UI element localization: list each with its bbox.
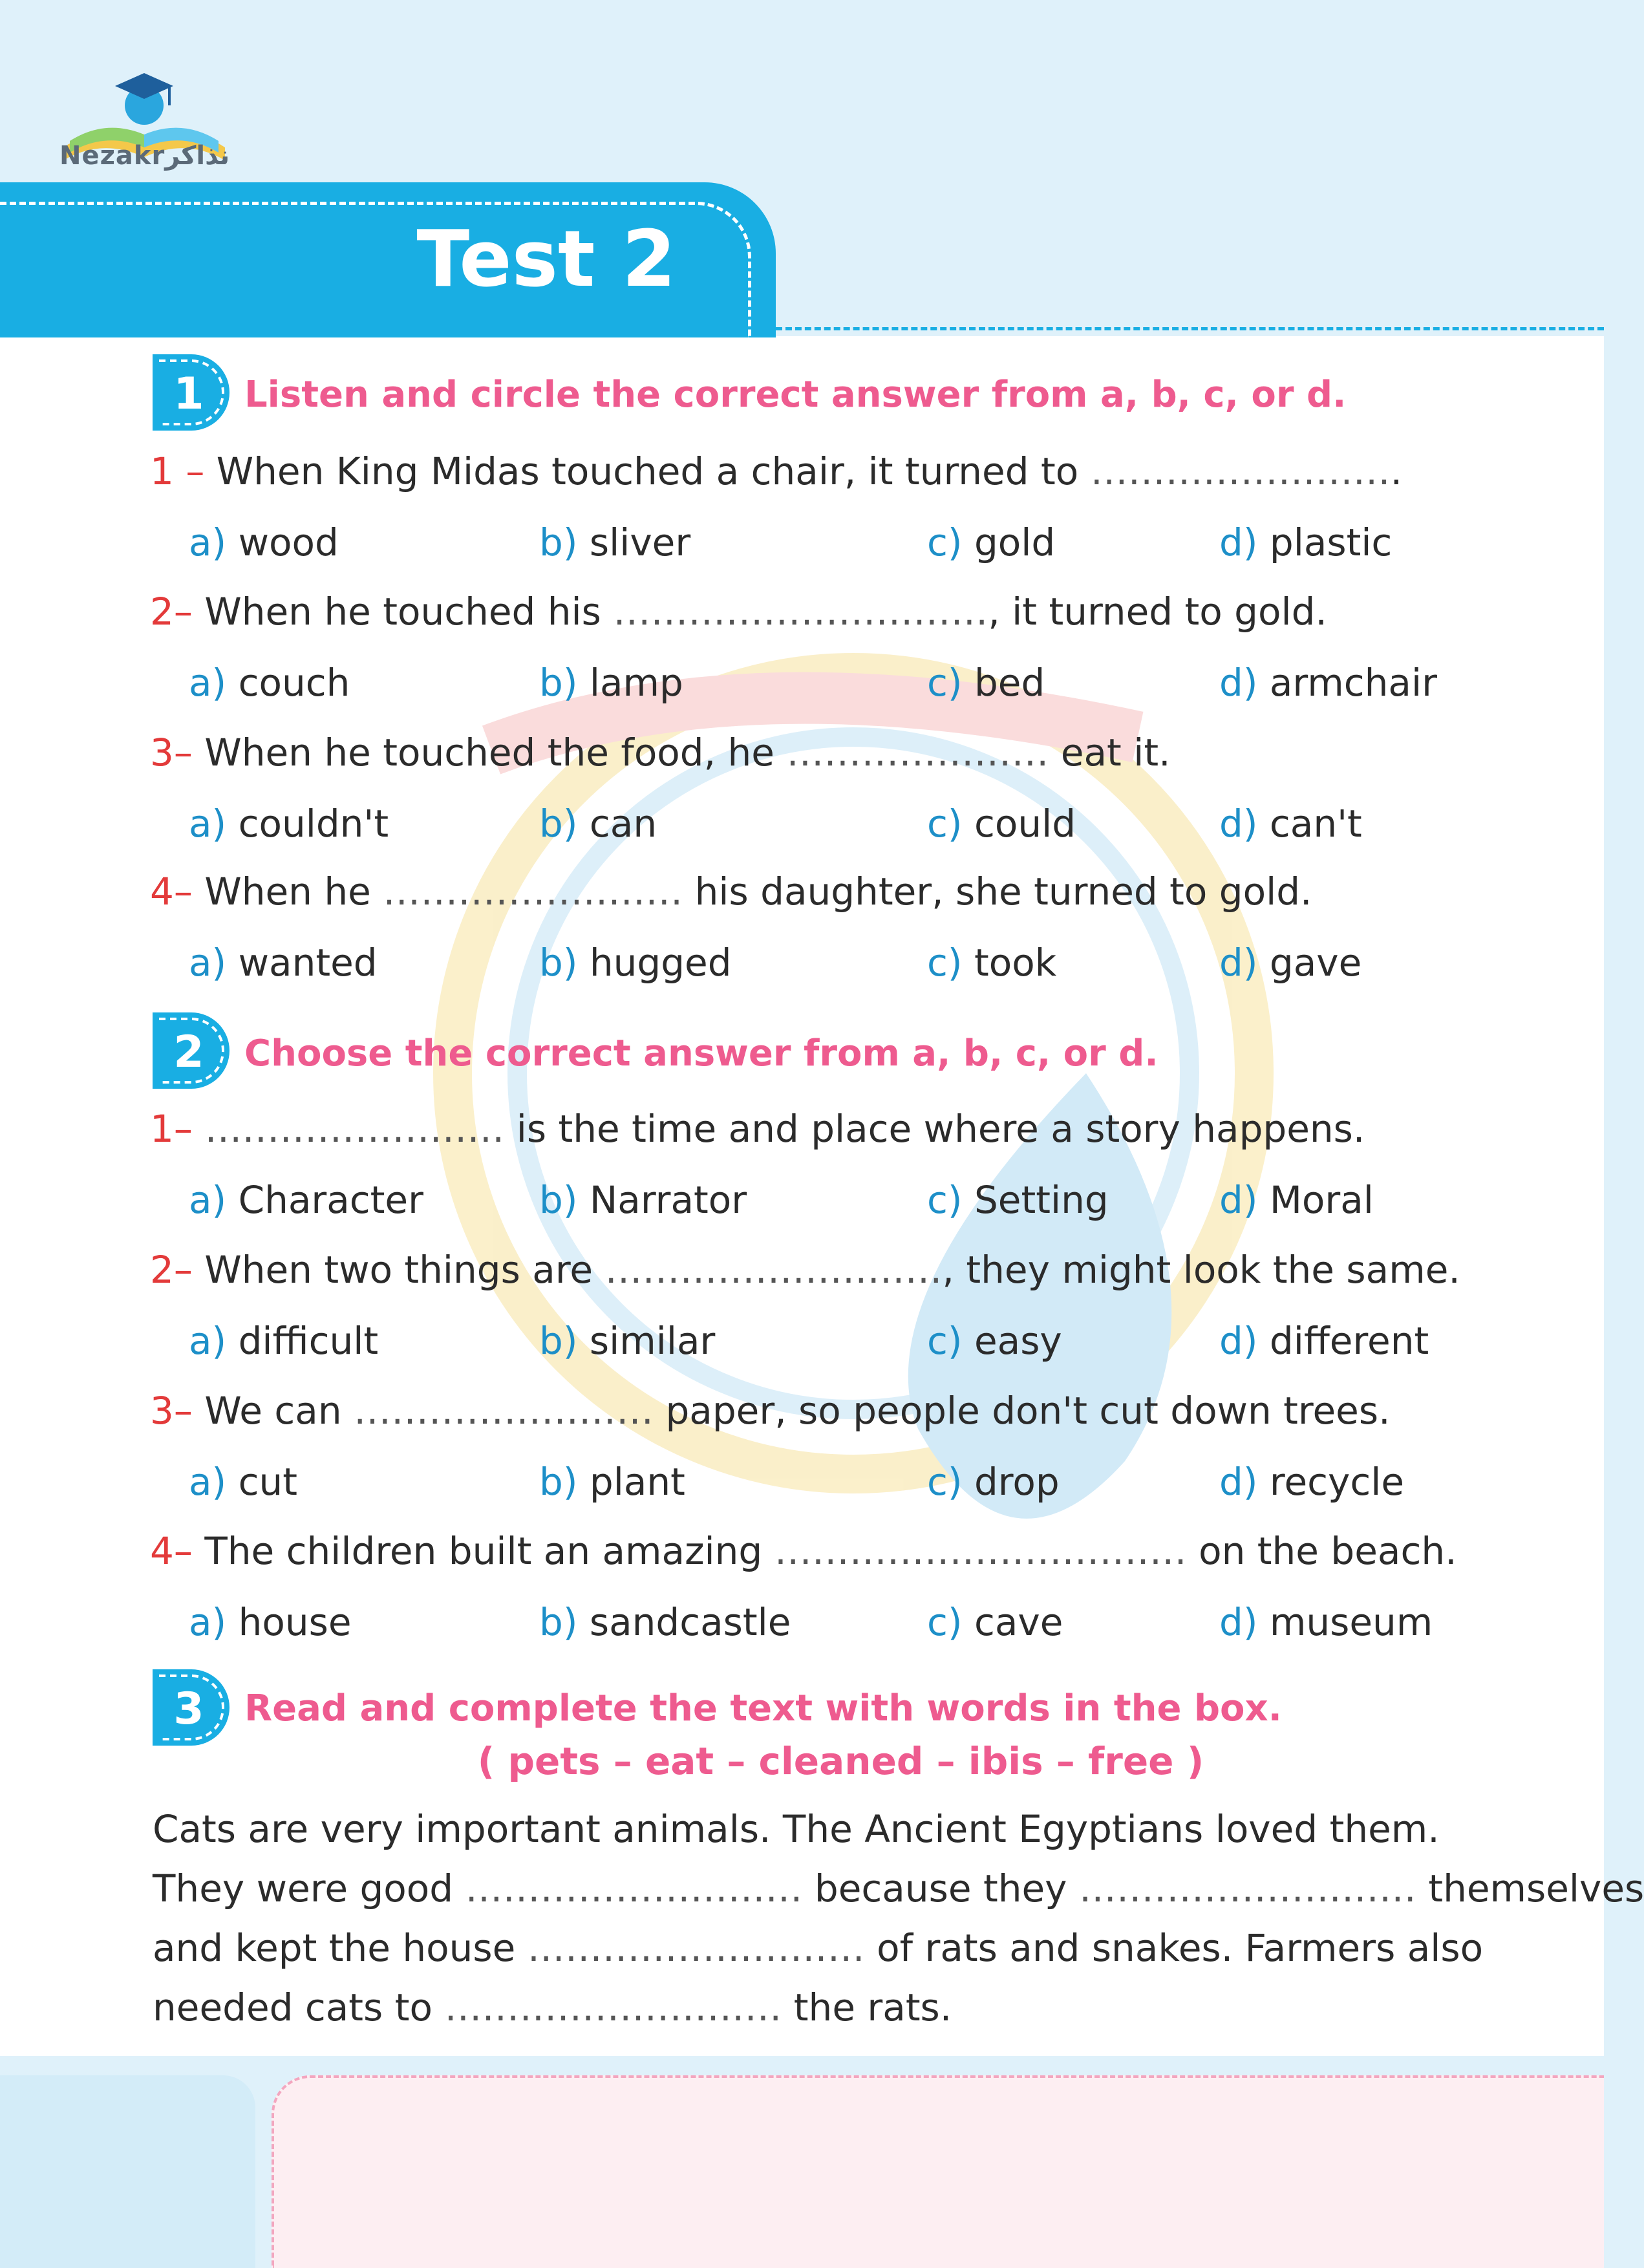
answer-blank[interactable]: …………………… bbox=[383, 870, 683, 914]
option-b[interactable]: b) can bbox=[539, 802, 657, 846]
svg-text:2: 2 bbox=[173, 1027, 204, 1078]
option-d[interactable]: d) recycle bbox=[1219, 1460, 1405, 1504]
question-line: 4– When he …………………… his daughter, she turned to gold. bbox=[150, 870, 1312, 914]
option-b[interactable]: b) plant bbox=[539, 1460, 685, 1504]
option-c[interactable]: c) easy bbox=[927, 1319, 1062, 1363]
answer-blank[interactable]: ………………… bbox=[786, 731, 1049, 775]
section-1-title: Listen and circle the correct answer from a, b, c, or d. bbox=[244, 374, 1347, 416]
option-a[interactable]: a) wanted bbox=[189, 941, 378, 985]
question-line: 1– …………………… is the time and place where a story happens. bbox=[150, 1107, 1365, 1151]
option-a[interactable]: a) house bbox=[189, 1600, 352, 1644]
option-c[interactable]: c) Setting bbox=[927, 1178, 1109, 1222]
answer-blank[interactable]: …………………… bbox=[1090, 449, 1391, 493]
option-c[interactable]: c) took bbox=[927, 941, 1057, 985]
option-b[interactable]: b) lamp bbox=[539, 661, 683, 705]
answer-blank[interactable]: ……………………… bbox=[604, 1248, 943, 1292]
section-1-badge bbox=[153, 354, 230, 431]
paragraph-line: needed cats to ……………………… the rats. bbox=[153, 1985, 952, 2029]
header-dashed-rule bbox=[776, 327, 1604, 330]
logo-text: Nezakrنذاكر bbox=[59, 141, 230, 171]
option-b[interactable]: b) Narrator bbox=[539, 1178, 747, 1222]
option-b[interactable]: b) similar bbox=[539, 1319, 716, 1363]
paragraph-line: Cats are very important animals. The Ancient Egyptians loved them. bbox=[153, 1807, 1440, 1851]
answer-blank[interactable]: ……………………… bbox=[444, 1985, 782, 2029]
bottom-left-panel bbox=[0, 2075, 255, 2268]
option-d[interactable]: d) museum bbox=[1219, 1600, 1433, 1644]
question-line: 4– The children built an amazing …………………………… on the beach. bbox=[150, 1529, 1457, 1573]
question-line: 3– When he touched the food, he ………………… eat it. bbox=[150, 731, 1171, 775]
word-box: ( pets – eat – cleaned – ibis – free ) bbox=[477, 1739, 1204, 1783]
answer-blank[interactable]: ………………………… bbox=[613, 590, 988, 634]
section-2-title: Choose the correct answer from a, b, c, or d. bbox=[244, 1032, 1158, 1075]
page-title: Test 2 bbox=[416, 215, 676, 305]
section-3-badge bbox=[153, 1669, 230, 1746]
option-a[interactable]: a) couch bbox=[189, 661, 350, 705]
paragraph-line: They were good ……………………… because they ……………………… themselves bbox=[153, 1867, 1644, 1910]
answer-blank[interactable]: ……………………… bbox=[527, 1926, 865, 1970]
option-d[interactable]: d) plastic bbox=[1219, 520, 1393, 564]
option-b[interactable]: b) sliver bbox=[539, 520, 691, 564]
svg-text:1: 1 bbox=[173, 369, 204, 420]
question-line: 1 – When King Midas touched a chair, it turned to ……………………. bbox=[150, 449, 1403, 493]
bottom-right-panel bbox=[272, 2075, 1604, 2268]
answer-blank[interactable]: …………………… bbox=[354, 1389, 654, 1433]
question-line: 2– When two things are ………………………, they might look the same. bbox=[150, 1248, 1460, 1292]
option-d[interactable]: d) Moral bbox=[1219, 1178, 1374, 1222]
answer-blank[interactable]: ……………………… bbox=[1078, 1867, 1416, 1910]
option-c[interactable]: c) drop bbox=[927, 1460, 1060, 1504]
option-b[interactable]: b) hugged bbox=[539, 941, 732, 985]
option-d[interactable]: d) armchair bbox=[1219, 661, 1437, 705]
option-c[interactable]: c) bed bbox=[927, 661, 1045, 705]
answer-blank[interactable]: ……………………… bbox=[465, 1867, 803, 1910]
option-d[interactable]: d) gave bbox=[1219, 941, 1362, 985]
option-d[interactable]: d) different bbox=[1219, 1319, 1429, 1363]
svg-text:3: 3 bbox=[173, 1684, 204, 1735]
answer-blank[interactable]: …………………………… bbox=[774, 1529, 1187, 1573]
option-a[interactable]: a) cut bbox=[189, 1460, 297, 1504]
option-c[interactable]: c) could bbox=[927, 802, 1076, 846]
option-c[interactable]: c) gold bbox=[927, 520, 1056, 564]
section-3-title: Read and complete the text with words in the box. bbox=[244, 1687, 1282, 1729]
option-d[interactable]: d) can't bbox=[1219, 802, 1362, 846]
answer-blank[interactable]: …………………… bbox=[204, 1107, 505, 1151]
option-c[interactable]: c) cave bbox=[927, 1600, 1063, 1644]
option-a[interactable]: a) difficult bbox=[189, 1319, 379, 1363]
section-2-badge bbox=[153, 1012, 230, 1089]
question-line: 3– We can …………………… paper, so people don't cut down trees. bbox=[150, 1389, 1391, 1433]
paragraph-line: and kept the house ……………………… of rats and snakes. Farmers also bbox=[153, 1926, 1484, 1970]
option-b[interactable]: b) sandcastle bbox=[539, 1600, 791, 1644]
option-a[interactable]: a) couldn't bbox=[189, 802, 389, 846]
option-a[interactable]: a) wood bbox=[189, 520, 339, 564]
question-line: 2– When he touched his …………………………, it turned to gold. bbox=[150, 590, 1327, 634]
option-a[interactable]: a) Character bbox=[189, 1178, 423, 1222]
